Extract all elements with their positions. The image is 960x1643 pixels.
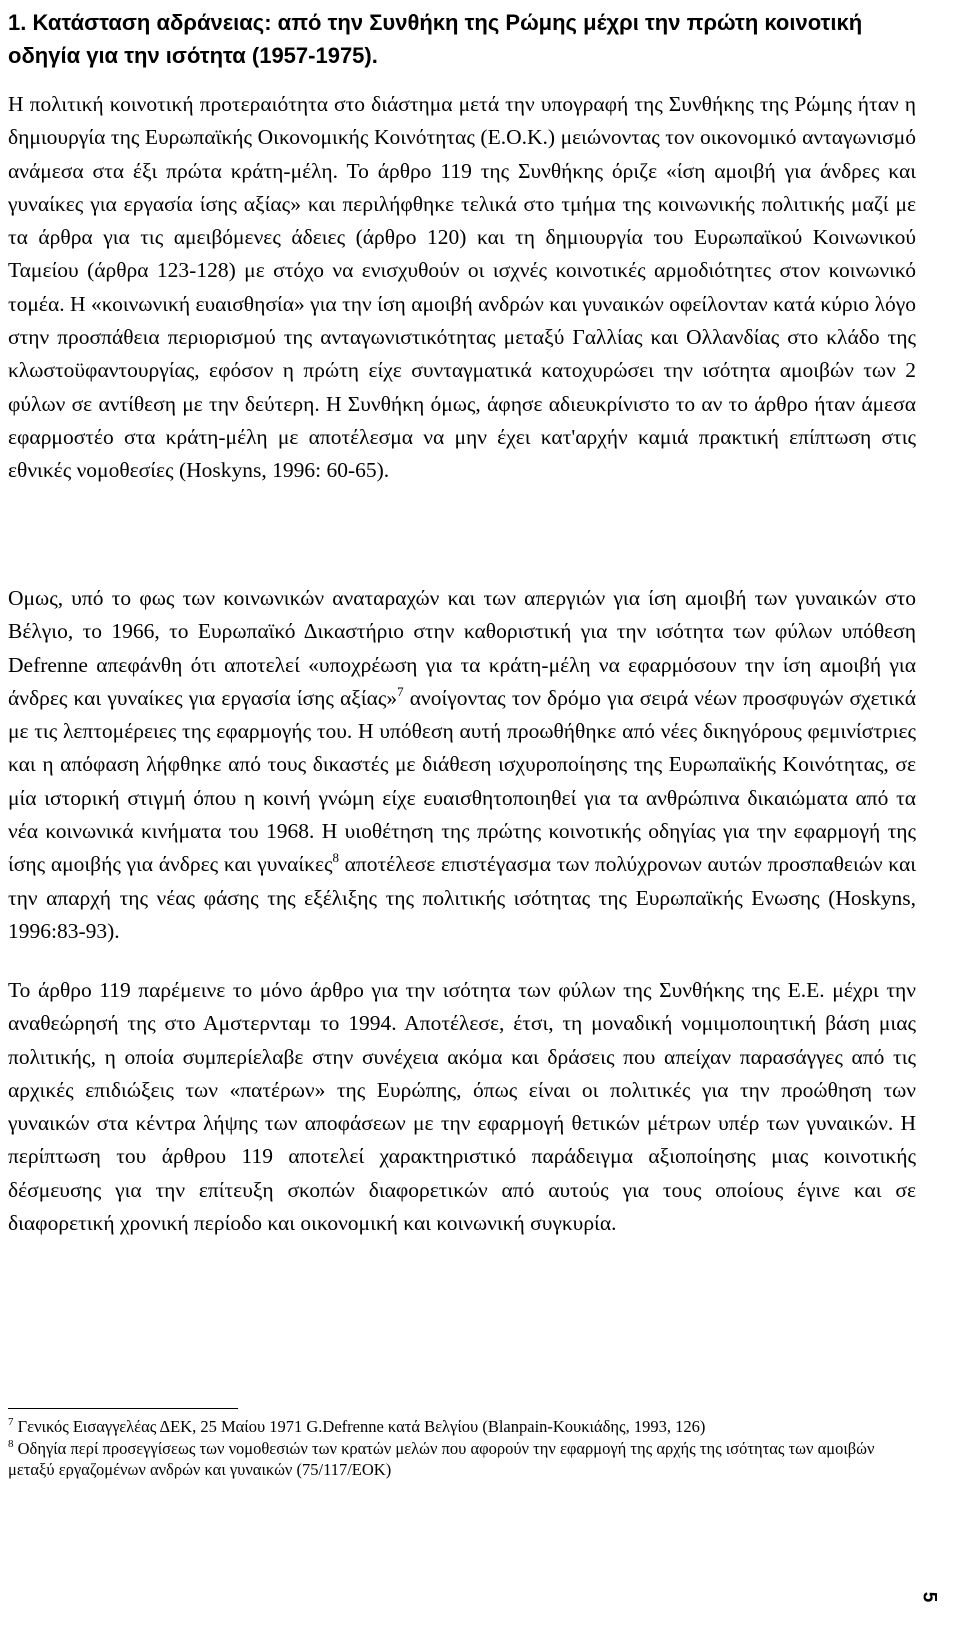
- paragraph-1: Η πολιτική κοινοτική προτεραιότητα στο διάστημα μετά την υπογραφή της Συνθήκης της Ρώμης ήταν η δημιουργία της Ευρωπαϊκής Οικονομικής Κοινότητας (Ε.Ο.Κ.) μειώνοντας τον οικονομικό ανταγωνισμό ανάμεσα στα έξι πρώτα κράτη-μέλη. Το άρθρο 119 της Συνθήκης όριζε «ίση αμοιβή για άνδρες και γυναίκες για εργασία ίσης αξίας» και περιλήφθηκε τελικά στο τμήμα της κοινωνικής πολιτικής μαζί με τα άρθρα για τις αμειβόμενες άδειες (άρθρο 120) και τη δημιουργία του Ευρωπαϊκού Κοινωνικού Ταμείου (άρθρα 123-128) με στόχο να ενισχυθούν οι ισχνές κοινοτικές αρμοδιότητες στον κοινωνικό τομέα. Η «κοινωνική ευαισθησία» για την ίση αμοιβή ανδρών και γυναικών οφείλονταν κατά κύριο λόγο στην προσπάθεια περιορισμού της ανταγωνιστικότητας μεταξύ Γαλλίας και Ολλανδίας στο κλάδο της κλωστοϋφαντουργίας, εφόσον η πρώτη είχε συνταγματικά κατοχυρώσει την ισότητα αμοιβών των 2 φύλων σε αντίθεση με την δεύτερη. Η Συνθήκη όμως, άφησε αδιευκρίνιστο το αν το άρθρο ήταν άμεσα εφαρμοστέο στα κράτη-μέλη με αποτέλεσμα να μην έχει κατ'αρχήν καμιά πρακτική επίπτωση στις εθνικές νομοθεσίες (Hoskyns, 1996: 60-65).: [8, 92, 916, 483]
- footnote-7: [8, 1416, 913, 1438]
- footnote-ref-7[interactable]: 7: [397, 683, 404, 699]
- footnote-separator: [8, 1408, 238, 1409]
- footnote-number-7: 7: [8, 1416, 14, 1428]
- footnote-number-8: 8: [8, 1437, 14, 1450]
- paragraph-2-text-b: ανοίγοντας τον δρόμο για σειρά νέων προσφυγών σχετικά με τις λεπτομέρειες της εφαρμογής του. Η υπόθεση αυτή προωθήθηκε από νέες δικηγόρους φεμινίστριες και η απόφαση λήφθηκε από τους δικαστές με διάθεση ισχυροποίησης της Ευρωπαϊκής Κοινότητας, σε μία ιστορική στιγμή όπου η κοινή γνώμη είχε ευαισθητοποιηθεί για τα ανθρώπινα δικαιώματα από τα νέα κοινωνικά κινήματα του 1968. Η υιοθέτηση της πρώτης κοινοτικής οδηγίας για την εφαρμογή της ίσης αμοιβής για άνδρες και γυναίκες: [8, 685, 916, 877]
- section-heading: 1. Κατάσταση αδράνειας: από την Συνθήκη της Ρώμης μέχρι την πρώτη κοινοτική οδηγία για την ισότητα (1957-1975).: [8, 10, 863, 68]
- paragraph-2-text-c: αποτέλεσε επιστέγασμα των πολύχρονων αυτών προσπαθειών και την απαρχή της νέας φάσης της εξέλιξης της πολιτικής ισότητας της Ευρωπαϊκής Ενωσης (Hoskyns, 1996:83-93).: [8, 852, 916, 943]
- page-number-label: 5: [917, 1591, 939, 1603]
- paragraph-3: Το άρθρο 119 παρέμεινε το μόνο άρθρο για την ισότητα των φύλων της Συνθήκης της Ε.Ε. μέχρι την αναθεώρησή της στο Αμστερνταμ το 1994. Αποτέλεσε, έτσι, τη μοναδική νομιμοποιητική βάση μιας πολιτικής, η οποία συμπερίελαβε στην συνέχεια ακόμα και δράσεις που απείχαν παρασάγγες από τις αρχικές επιδιώξεις των «πατέρων» της Ευρώπης, όπως είναι οι πολιτικές για την προώθηση των γυναικών στα κέντρα λήψης των αποφάσεων με την εφαρμογή θετικών μέτρων υπέρ των γυναικών. Η περίπτωση του άρθρου 119 αποτελεί χαρακτηριστικό παράδειγμα αξιοποίησης μιας κοινοτικής δέσμευσης για την επίτευξη σκοπών διαφορετικών από αυτούς για τους οποίους έγινε και σε διαφορετική χρονική περίοδο και οικονομική και κοινωνική συγκυρία.: [8, 978, 916, 1236]
- footnote-text-8: Οδηγία περί προσεγγίσεως των νομοθεσιών των κρατών μελών που αφορούν την εφαρμογή της αρχής της ισότητας των αμοιβών μεταξύ εργαζομένων ανδρών και γυναικών (75/117/ΕΟΚ): [8, 1438, 875, 1479]
- footnote-text-7: Γενικός Εισαγγελέας ΔΕΚ, 25 Μαίου 1971 G.Defrenne κατά Βελγίου (Blanpain-Κουκιάδης, 1993, 126): [13, 1417, 706, 1436]
- footnote-8: [8, 1438, 913, 1481]
- footnotes: [8, 1416, 913, 1481]
- footnote-ref-8[interactable]: 8: [332, 850, 339, 866]
- page-number: [917, 1560, 939, 1634]
- paragraph-2-text-a: Ομως, υπό το φως των κοινωνικών αναταραχών και των απεργιών για ίση αμοιβή των γυναικών στο Βέλγιο, το 1966, το Ευρωπαϊκό Δικαστήριο στην καθοριστική για την ισότητα των φύλων υπόθεση Defrenne απεφάνθη ότι αποτελεί «υποχρέωση για τα κράτη-μέλη να εφαρμόσουν την ίση αμοιβή για άνδρες και γυναίκες για εργασία ίσης αξίας»: [8, 586, 916, 710]
- paragraph-2: [8, 582, 916, 948]
